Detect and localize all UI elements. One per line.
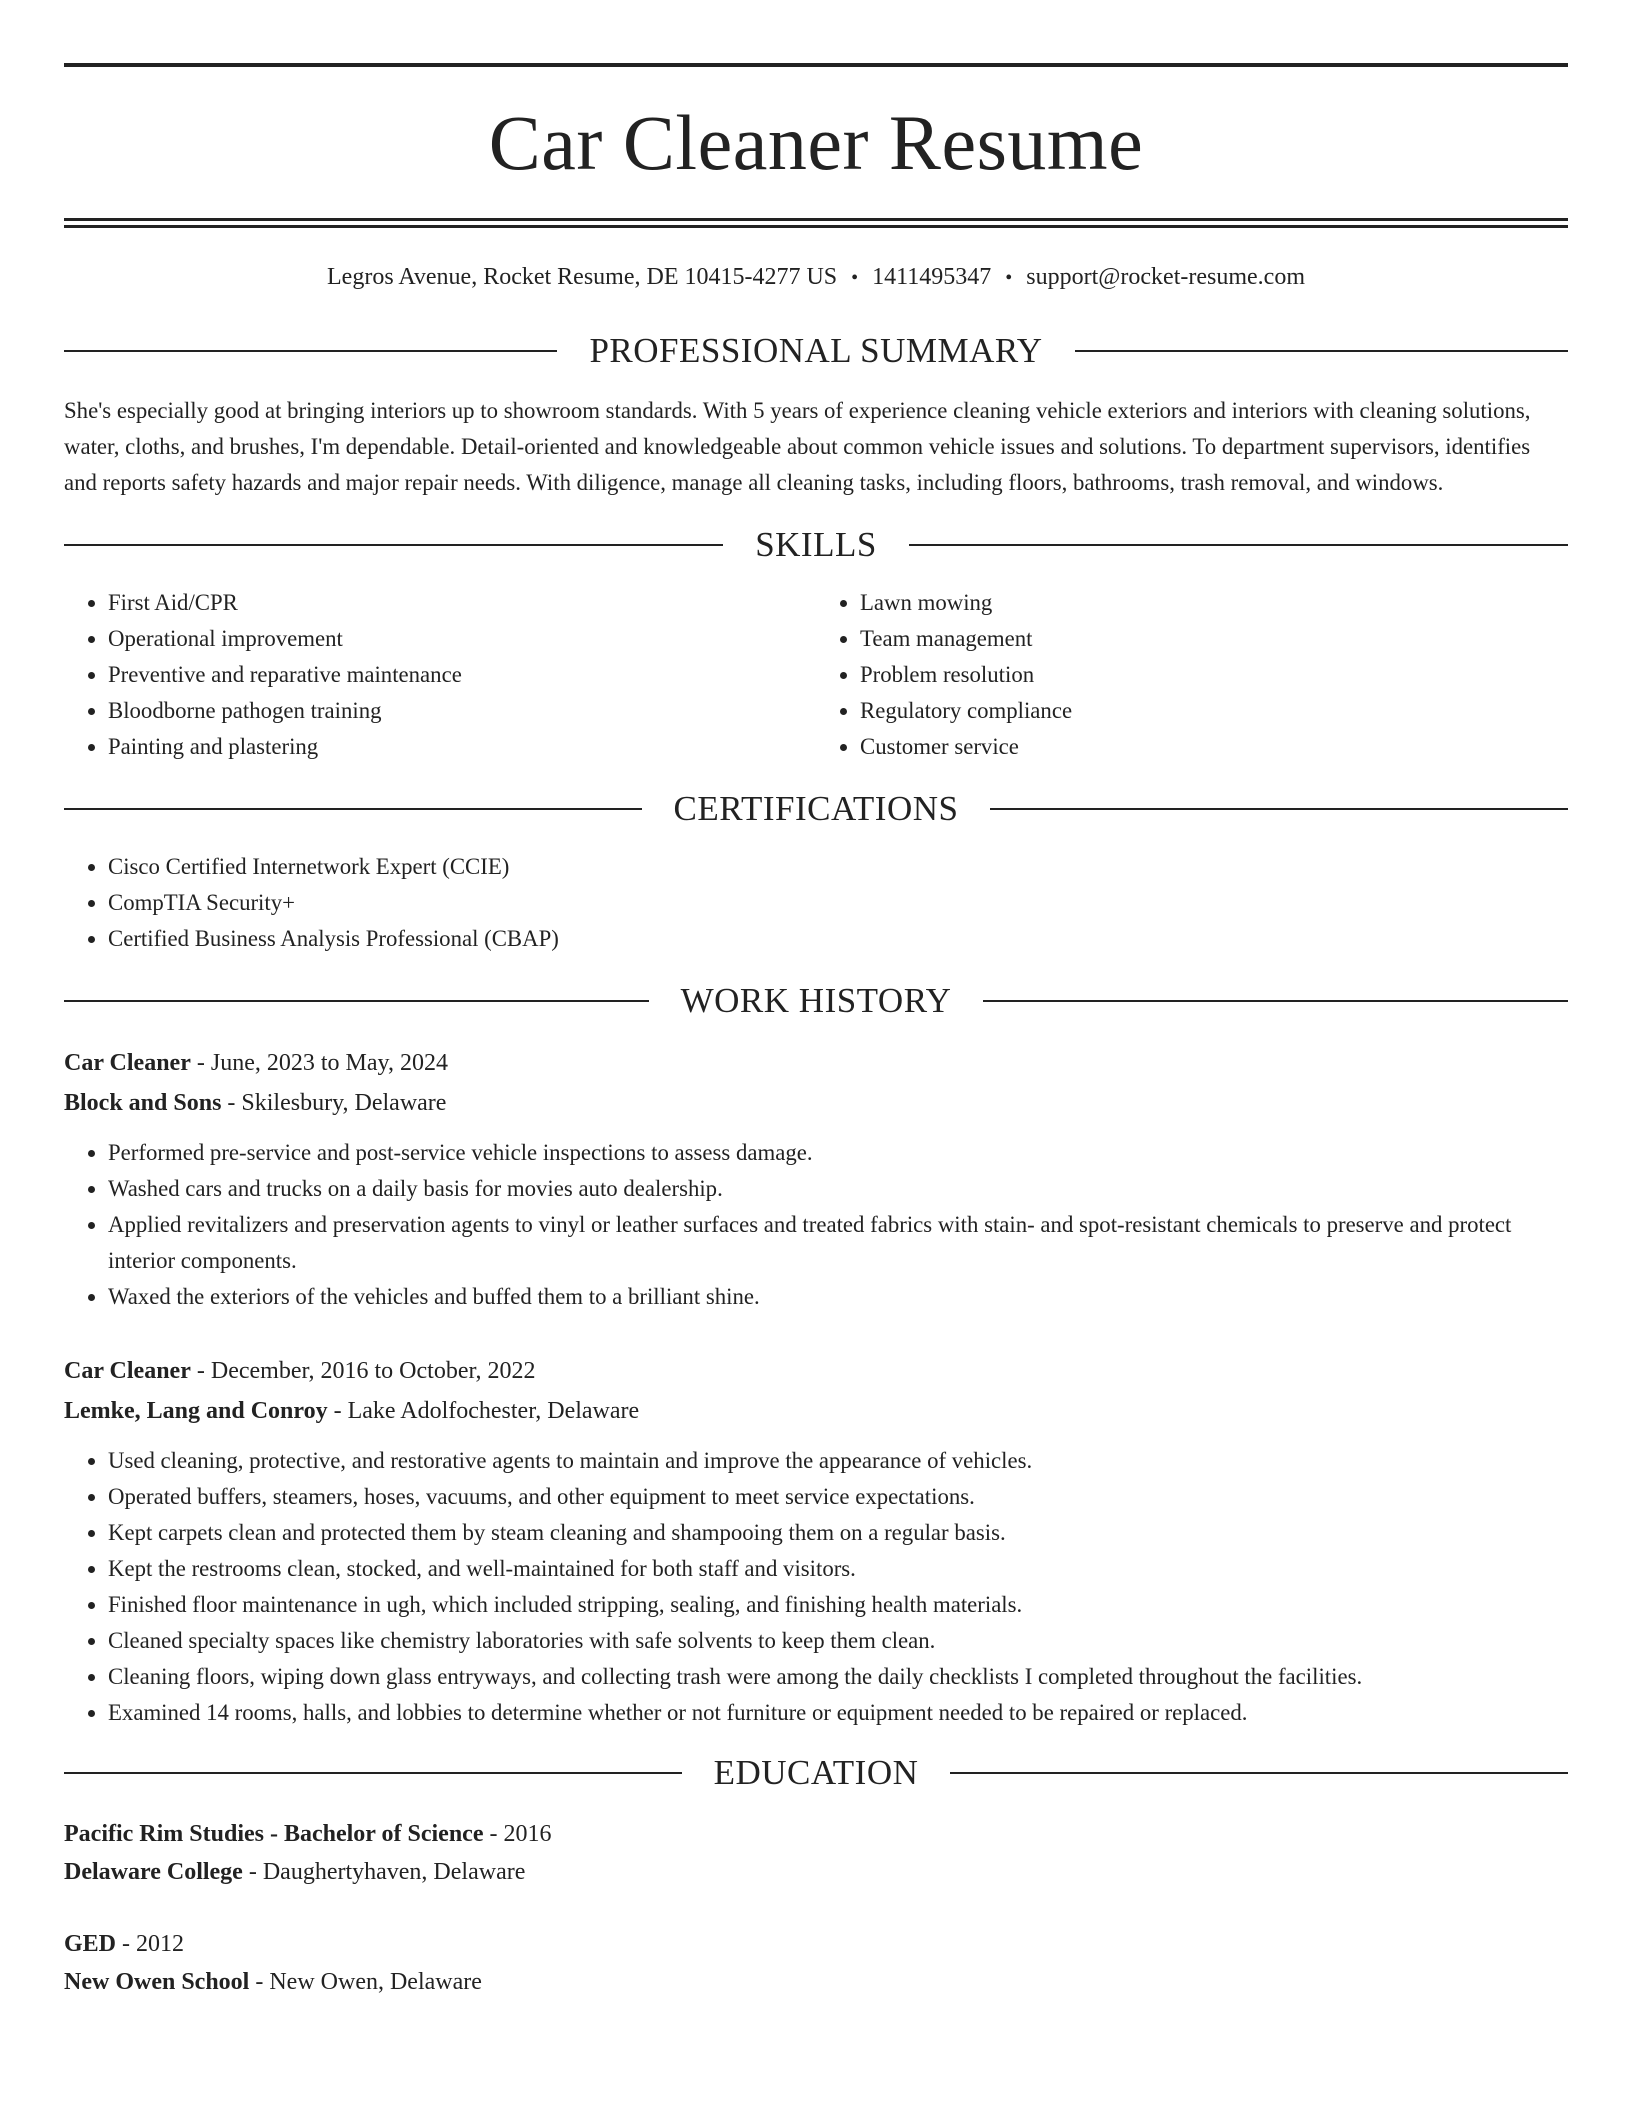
contact-email: support@rocket-resume.com	[1026, 264, 1305, 290]
section-title-work-history: WORK HISTORY	[680, 981, 952, 1020]
section-title-certifications: CERTIFICATIONS	[673, 789, 959, 828]
section-header-education	[64, 1753, 1568, 1793]
job-title-line	[64, 1351, 1568, 1391]
section-title-education: EDUCATION	[713, 1753, 919, 1792]
education-entry	[64, 1925, 1568, 2001]
education-degree: GED	[64, 1931, 117, 1957]
skill-item: • First Aid/CPR	[108, 585, 816, 621]
contact-line	[64, 262, 1568, 293]
dash: -	[221, 1090, 242, 1116]
education-location: Daughertyhaven, Delaware	[262, 1859, 526, 1885]
section-rule-left	[64, 544, 723, 546]
section-rule-left	[64, 808, 642, 810]
job-bullet: • Cleaning floors, wiping down glass entryways, and collecting trash were among the daily checklists I completed throughout the facilities.	[108, 1659, 1568, 1695]
skills-column-right	[816, 585, 1568, 765]
job-bullet: • Applied revitalizers and preservation agents to vinyl or leather surfaces and treated fabrics with stain- and spot-resistant chemicals to preserve and protect interior components.	[108, 1207, 1568, 1279]
title-double-rule	[64, 218, 1568, 228]
education-degree-line	[64, 1815, 1568, 1853]
skills-column-left	[64, 585, 816, 765]
dash: -	[249, 1969, 270, 1995]
job-bullets	[64, 1135, 1568, 1315]
dash: -	[116, 1931, 137, 1957]
resume-page	[64, 0, 1568, 2001]
education-year: 2012	[136, 1931, 185, 1957]
certification-item: • Cisco Certified Internetwork Expert (CCIE)	[108, 849, 1568, 885]
job-bullet: • Examined 14 rooms, halls, and lobbies to determine whether or not furniture or equipment needed to be repaired or replaced.	[108, 1695, 1568, 1731]
job-bullet: • Washed cars and trucks on a daily basis for movies auto dealership.	[108, 1171, 1568, 1207]
summary-paragraph: She's especially good at bringing interiors up to showroom standards. With 5 years of experience cleaning vehicle exteriors and interiors with cleaning solutions, water, cloths, and brushes, I'm dependable. Detail-oriented and knowledgeable about common vehicle issues and solutions. To department supervisors, identifies and reports safety hazards and major repair needs. With diligence, manage all cleaning tasks, including floors, bathrooms, trash removal, and windows.	[64, 398, 1531, 495]
skill-item: • Operational improvement	[108, 621, 816, 657]
section-header-summary	[64, 331, 1568, 371]
education-entry	[64, 1815, 1568, 1891]
skill-item: • Painting and plastering	[108, 729, 816, 765]
contact-address: Legros Avenue, Rocket Resume, DE 10415-4277 US	[327, 264, 838, 290]
job-company: Block and Sons	[64, 1090, 222, 1116]
section-rule-left	[64, 1772, 682, 1774]
contact-phone: 1411495347	[872, 264, 992, 290]
section-rule-right	[990, 808, 1568, 810]
dash: -	[483, 1821, 504, 1847]
job-bullet: • Kept carpets clean and protected them by steam cleaning and shampooing them on a regular basis.	[108, 1515, 1568, 1551]
job-bullets	[64, 1443, 1568, 1731]
section-rule-left	[64, 1000, 649, 1002]
section-title-summary: PROFESSIONAL SUMMARY	[589, 331, 1043, 370]
section-header-work-history	[64, 981, 1568, 1021]
skill-item: • Bloodborne pathogen training	[108, 693, 816, 729]
job-bullet: • Operated buffers, steamers, hoses, vacuums, and other equipment to meet service expectations.	[108, 1479, 1568, 1515]
job-dates: June, 2023 to May, 2024	[210, 1050, 448, 1076]
job-title: Car Cleaner	[64, 1050, 191, 1076]
contact-separator: •	[851, 267, 859, 289]
dash: -	[242, 1859, 263, 1885]
certifications-list	[64, 849, 1568, 957]
skills-list	[64, 585, 1568, 765]
section-rule-right	[1075, 350, 1568, 352]
skill-item: • Team management	[860, 621, 1568, 657]
section-title-skills: SKILLS	[755, 525, 877, 564]
education-school: New Owen School	[64, 1969, 250, 1995]
education-degree: Pacific Rim Studies - Bachelor of Science	[64, 1821, 484, 1847]
job-entry	[64, 1351, 1568, 1731]
section-rule-right	[909, 544, 1568, 546]
certification-item: • CompTIA Security+	[108, 885, 1568, 921]
resume-title: Car Cleaner Resume	[488, 99, 1144, 186]
section-rule-right	[983, 1000, 1568, 1002]
job-location: Skilesbury, Delaware	[241, 1090, 447, 1116]
skill-item: • Customer service	[860, 729, 1568, 765]
dash: -	[190, 1358, 211, 1384]
job-company-line	[64, 1083, 1568, 1123]
job-bullet: • Kept the restrooms clean, stocked, and well-maintained for both staff and visitors.	[108, 1551, 1568, 1587]
section-rule-right	[950, 1772, 1568, 1774]
top-rule	[64, 63, 1568, 67]
job-bullet: • Finished floor maintenance in ugh, which included stripping, sealing, and finishing health materials.	[108, 1587, 1568, 1623]
education-school-line	[64, 1963, 1568, 2001]
skill-item: • Lawn mowing	[860, 585, 1568, 621]
job-title: Car Cleaner	[64, 1358, 191, 1384]
dash: -	[327, 1398, 348, 1424]
section-header-skills	[64, 525, 1568, 565]
education-location: New Owen, Delaware	[269, 1969, 482, 1995]
education-degree-line	[64, 1925, 1568, 1963]
education-school-line	[64, 1853, 1568, 1891]
job-company: Lemke, Lang and Conroy	[64, 1398, 328, 1424]
job-bullet: • Performed pre-service and post-service vehicle inspections to assess damage.	[108, 1135, 1568, 1171]
job-bullet: • Waxed the exteriors of the vehicles and buffed them to a brilliant shine.	[108, 1279, 1568, 1315]
section-header-certifications	[64, 789, 1568, 829]
job-bullet: • Used cleaning, protective, and restorative agents to maintain and improve the appearance of vehicles.	[108, 1443, 1568, 1479]
education-school: Delaware College	[64, 1859, 243, 1885]
certification-item: • Certified Business Analysis Professional (CBAP)	[108, 921, 1568, 957]
dash: -	[190, 1050, 211, 1076]
job-bullet: • Cleaned specialty spaces like chemistry laboratories with safe solvents to keep them clean.	[108, 1623, 1568, 1659]
skill-item: • Regulatory compliance	[860, 693, 1568, 729]
job-title-line	[64, 1043, 1568, 1083]
job-dates: December, 2016 to October, 2022	[210, 1358, 536, 1384]
contact-separator: •	[1005, 267, 1013, 289]
job-entry	[64, 1043, 1568, 1315]
section-rule-left	[64, 350, 557, 352]
job-company-line	[64, 1391, 1568, 1431]
education-year: 2016	[503, 1821, 552, 1847]
skill-item: • Problem resolution	[860, 657, 1568, 693]
job-location: Lake Adolfochester, Delaware	[347, 1398, 640, 1424]
skill-item: • Preventive and reparative maintenance	[108, 657, 816, 693]
